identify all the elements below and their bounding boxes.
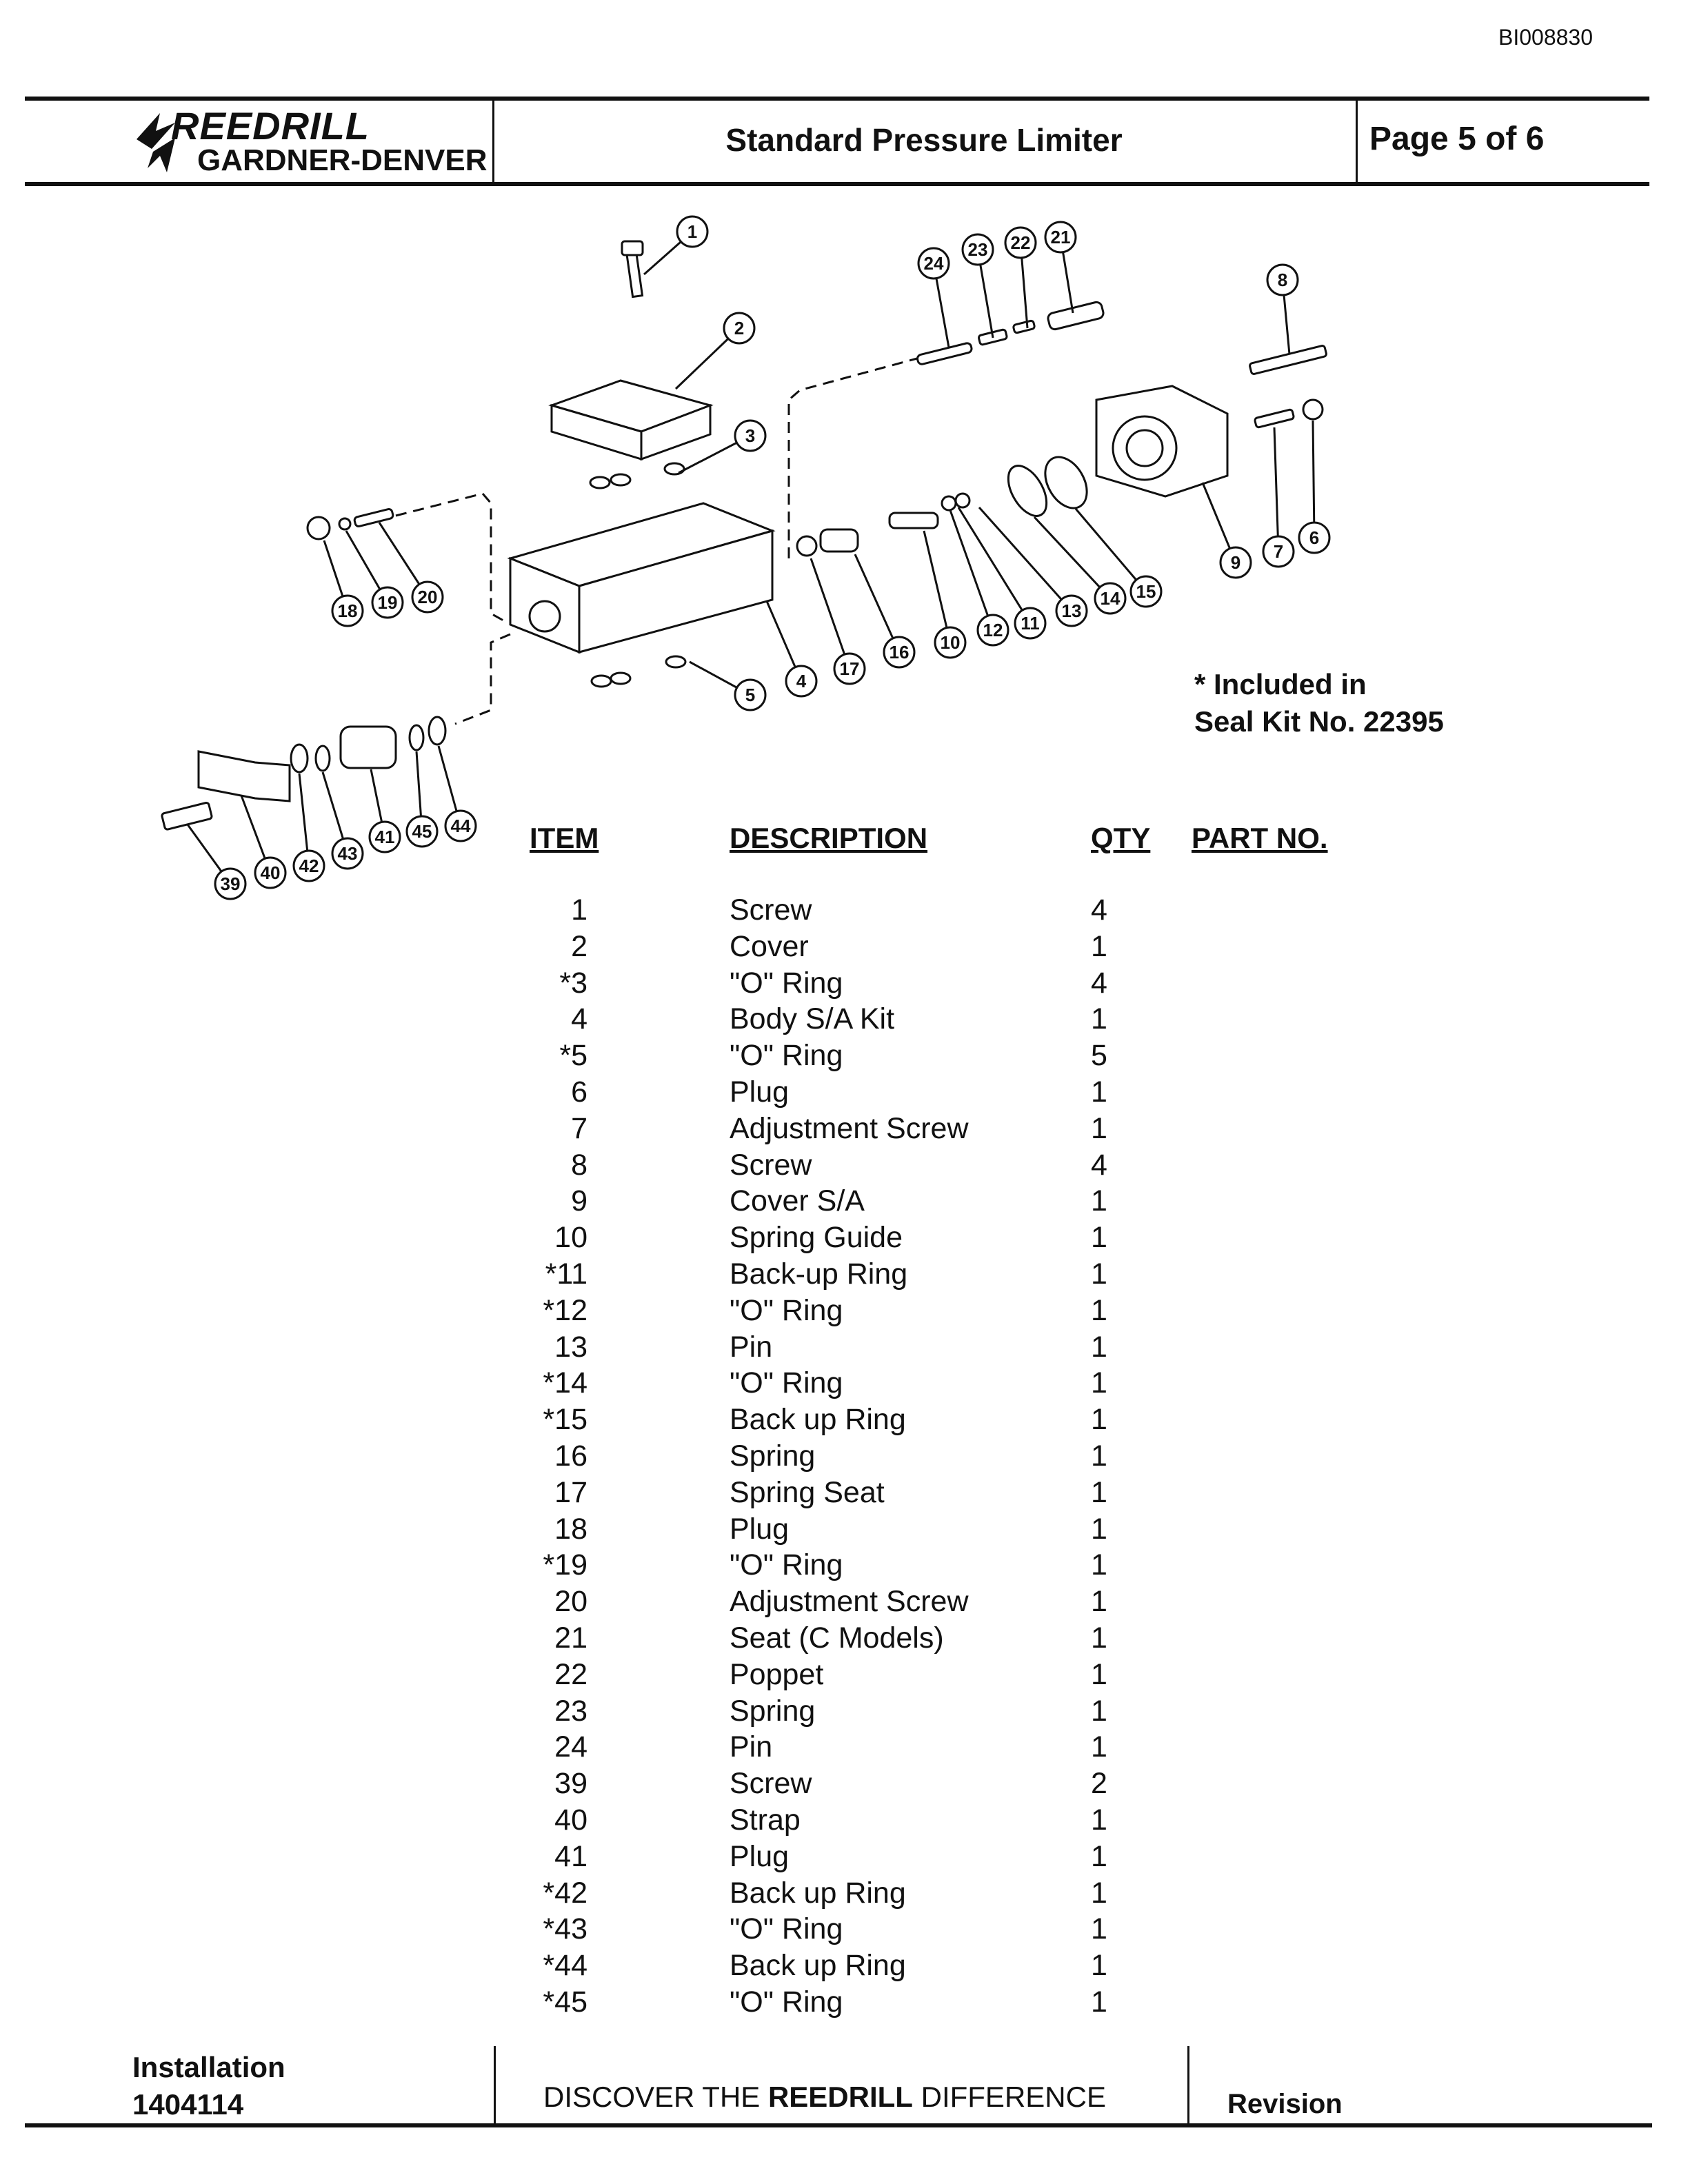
footer-bottom-rule xyxy=(25,2123,1652,2127)
table-row xyxy=(0,1840,1688,1877)
table-row xyxy=(0,1730,1688,1767)
callout-43 xyxy=(332,838,363,869)
callout-label: 16 xyxy=(889,642,910,663)
item-cell: 10 xyxy=(554,1221,587,1255)
callout-label: 42 xyxy=(299,856,319,876)
description-cell: Plug xyxy=(730,1839,790,1873)
callout-label: 17 xyxy=(839,658,860,679)
qty-cell: 4 xyxy=(1091,893,1107,927)
description-cell: Screw xyxy=(730,893,812,927)
callout-17 xyxy=(834,654,865,684)
callout-20 xyxy=(412,582,443,612)
item-cell: *5 xyxy=(559,1039,587,1073)
reedrill-logo: REEDRILL xyxy=(171,104,370,148)
callout-13 xyxy=(1056,596,1087,626)
description-cell: Adjustment Screw xyxy=(730,1111,969,1145)
description-cell: Cover xyxy=(730,929,809,963)
item-cell: 6 xyxy=(571,1075,587,1109)
column-header-qty: QTY xyxy=(1091,822,1151,854)
callout-label: 12 xyxy=(983,620,1003,640)
description-cell: "O" Ring xyxy=(730,1366,843,1400)
callout-45 xyxy=(407,816,437,847)
item-cell: 4 xyxy=(571,1002,587,1036)
page-number: Page 5 of 6 xyxy=(1369,121,1545,157)
callout-label: 19 xyxy=(377,592,398,613)
item-cell: *15 xyxy=(543,1403,587,1437)
description-cell: Pin xyxy=(730,1330,773,1364)
item-cell: 16 xyxy=(554,1439,587,1473)
item-cell: 39 xyxy=(554,1767,587,1801)
description-cell: "O" Ring xyxy=(730,1293,843,1327)
table-row xyxy=(0,1184,1688,1221)
qty-cell: 1 xyxy=(1091,1657,1107,1691)
page-title: Standard Pressure Limiter xyxy=(725,122,1123,158)
description-cell: "O" Ring xyxy=(730,966,843,1000)
callout-label: 13 xyxy=(1061,600,1082,621)
qty-cell: 1 xyxy=(1091,1694,1107,1728)
table-row xyxy=(0,1039,1688,1075)
qty-cell: 1 xyxy=(1091,1439,1107,1473)
table-row xyxy=(0,1985,1688,2022)
item-cell: 20 xyxy=(554,1585,587,1619)
callout-16 xyxy=(884,637,914,667)
footer-divider-right xyxy=(1187,2046,1189,2123)
footer-divider-left xyxy=(494,2046,496,2123)
table-row xyxy=(0,1112,1688,1149)
table-row xyxy=(0,967,1688,1003)
item-cell: *44 xyxy=(543,1949,587,1983)
seal-kit-note xyxy=(1194,666,1444,740)
callout-label: 14 xyxy=(1100,588,1121,609)
qty-cell: 1 xyxy=(1091,1403,1107,1437)
callout-7 xyxy=(1263,536,1294,567)
header-divider-left xyxy=(492,99,494,183)
callout-label: 20 xyxy=(417,587,438,607)
callout-11 xyxy=(1015,608,1045,638)
callout-14 xyxy=(1095,583,1125,614)
callout-44 xyxy=(445,811,476,841)
item-cell: 17 xyxy=(554,1475,587,1509)
callout-9 xyxy=(1220,547,1251,578)
column-header-description: DESCRIPTION xyxy=(730,822,928,854)
callout-label: 40 xyxy=(260,862,281,883)
table-row xyxy=(0,1221,1688,1257)
table-row xyxy=(0,1294,1688,1331)
item-cell: 9 xyxy=(571,1184,587,1218)
callout-24 xyxy=(918,248,949,279)
callout-label: 2 xyxy=(734,318,745,338)
slogan-pre: DISCOVER THE xyxy=(543,2081,768,2113)
callout-18 xyxy=(332,596,363,626)
callout-label: 44 xyxy=(450,816,471,836)
callout-3 xyxy=(735,421,765,451)
header-top-rule xyxy=(25,97,1649,101)
qty-cell: 1 xyxy=(1091,1257,1107,1291)
exploded-parts-diagram xyxy=(0,186,1688,931)
qty-cell: 1 xyxy=(1091,1293,1107,1327)
slogan-brand: REEDRILL xyxy=(767,2081,913,2113)
callout-10 xyxy=(935,627,965,658)
callout-label: 22 xyxy=(1010,232,1031,253)
item-cell: 21 xyxy=(554,1621,587,1655)
table-row xyxy=(0,893,1688,930)
document-code: BI008830 xyxy=(1498,25,1593,50)
callout-8 xyxy=(1267,265,1298,295)
qty-cell: 4 xyxy=(1091,966,1107,1000)
item-cell: *45 xyxy=(543,1985,587,2019)
callout-4 xyxy=(786,666,816,696)
item-cell: 41 xyxy=(554,1839,587,1873)
callout-41 xyxy=(370,822,400,852)
callout-19 xyxy=(372,587,403,618)
qty-cell: 1 xyxy=(1091,1803,1107,1837)
table-row xyxy=(0,1621,1688,1658)
callout-label: 23 xyxy=(967,239,988,260)
callout-1 xyxy=(677,216,707,247)
callout-label: 9 xyxy=(1230,552,1241,573)
callout-label: 15 xyxy=(1136,581,1156,602)
installation-block xyxy=(132,2049,285,2123)
description-cell: Plug xyxy=(730,1075,790,1109)
qty-cell: 1 xyxy=(1091,929,1107,963)
table-row xyxy=(0,1257,1688,1294)
description-cell: Strap xyxy=(730,1803,801,1837)
table-row xyxy=(0,1439,1688,1476)
description-cell: "O" Ring xyxy=(730,1912,843,1946)
item-cell: *42 xyxy=(543,1876,587,1910)
footer-slogan xyxy=(543,2081,1106,2114)
description-cell: Plug xyxy=(730,1512,790,1546)
description-cell: Screw xyxy=(730,1767,812,1801)
description-cell: Back-up Ring xyxy=(730,1257,908,1291)
qty-cell: 1 xyxy=(1091,1985,1107,2019)
qty-cell: 1 xyxy=(1091,1366,1107,1400)
item-cell: *12 xyxy=(543,1293,587,1327)
qty-cell: 1 xyxy=(1091,1111,1107,1145)
description-cell: Spring Guide xyxy=(730,1221,903,1255)
callout-label: 45 xyxy=(412,821,432,842)
callout-label: 39 xyxy=(220,873,241,894)
table-row xyxy=(0,1366,1688,1403)
callout-label: 43 xyxy=(337,843,358,864)
qty-cell: 1 xyxy=(1091,1912,1107,1946)
installation-number: 1404114 xyxy=(132,2088,244,2121)
table-row xyxy=(0,1476,1688,1513)
item-cell: *19 xyxy=(543,1548,587,1582)
table-row xyxy=(0,1149,1688,1185)
qty-cell: 1 xyxy=(1091,1512,1107,1546)
callout-label: 7 xyxy=(1273,541,1284,562)
callout-label: 11 xyxy=(1021,613,1040,634)
callout-23 xyxy=(963,234,993,265)
callout-label: 6 xyxy=(1309,527,1320,548)
table-row xyxy=(0,1331,1688,1367)
callout-label: 4 xyxy=(796,671,807,691)
item-cell: *14 xyxy=(543,1366,587,1400)
description-cell: Poppet xyxy=(730,1657,824,1691)
description-cell: Body S/A Kit xyxy=(730,1002,895,1036)
callout-label: 3 xyxy=(745,425,756,446)
installation-label: Installation xyxy=(132,2051,285,2083)
table-row xyxy=(0,1695,1688,1731)
seal-kit-note-line2: Seal Kit No. 22395 xyxy=(1194,705,1444,738)
qty-cell: 1 xyxy=(1091,1585,1107,1619)
item-cell: 22 xyxy=(554,1657,587,1691)
callout-label: 10 xyxy=(940,632,961,653)
callout-5 xyxy=(735,680,765,710)
callout-40 xyxy=(255,858,285,888)
qty-cell: 1 xyxy=(1091,1548,1107,1582)
description-cell: "O" Ring xyxy=(730,1039,843,1073)
description-cell: Back up Ring xyxy=(730,1949,906,1983)
item-cell: 8 xyxy=(571,1148,587,1182)
qty-cell: 1 xyxy=(1091,1075,1107,1109)
table-row xyxy=(0,1548,1688,1585)
qty-cell: 1 xyxy=(1091,1730,1107,1764)
slogan-post: DIFFERENCE xyxy=(912,2081,1106,2113)
qty-cell: 1 xyxy=(1091,1475,1107,1509)
callout-label: 24 xyxy=(923,253,944,274)
description-cell: Spring xyxy=(730,1439,816,1473)
callout-label: 41 xyxy=(374,827,395,847)
item-cell: 13 xyxy=(554,1330,587,1364)
table-row xyxy=(0,1585,1688,1621)
table-row xyxy=(0,1658,1688,1695)
item-cell: *43 xyxy=(543,1912,587,1946)
column-header-part-no: PART NO. xyxy=(1192,822,1328,854)
qty-cell: 1 xyxy=(1091,1002,1107,1036)
description-cell: Spring xyxy=(730,1694,816,1728)
table-row xyxy=(0,1803,1688,1840)
qty-cell: 1 xyxy=(1091,1184,1107,1218)
item-cell: 1 xyxy=(571,893,587,927)
qty-cell: 5 xyxy=(1091,1039,1107,1073)
gardner-denver-logo: GARDNER-DENVER xyxy=(197,143,488,177)
callout-21 xyxy=(1045,222,1076,252)
table-row xyxy=(0,1075,1688,1112)
table-row xyxy=(0,1403,1688,1439)
item-cell: *11 xyxy=(545,1257,587,1291)
item-cell: 7 xyxy=(571,1111,587,1145)
callout-2 xyxy=(724,313,754,343)
table-row xyxy=(0,1513,1688,1549)
qty-cell: 1 xyxy=(1091,1949,1107,1983)
qty-cell: 4 xyxy=(1091,1148,1107,1182)
description-cell: "O" Ring xyxy=(730,1985,843,2019)
description-cell: Spring Seat xyxy=(730,1475,885,1509)
callout-15 xyxy=(1131,576,1161,607)
table-row xyxy=(0,930,1688,967)
qty-cell: 2 xyxy=(1091,1767,1107,1801)
description-cell: Screw xyxy=(730,1148,812,1182)
header-divider-right xyxy=(1356,99,1358,183)
table-row xyxy=(0,1767,1688,1803)
table-row xyxy=(0,1002,1688,1039)
qty-cell: 1 xyxy=(1091,1330,1107,1364)
callout-6 xyxy=(1299,523,1329,553)
callout-label: 1 xyxy=(687,221,698,242)
table-row xyxy=(0,1912,1688,1949)
qty-cell: 1 xyxy=(1091,1839,1107,1873)
item-cell: 2 xyxy=(571,929,587,963)
description-cell: Adjustment Screw xyxy=(730,1585,969,1619)
callout-label: 18 xyxy=(337,600,358,621)
column-header-item: ITEM xyxy=(530,822,599,854)
description-cell: "O" Ring xyxy=(730,1548,843,1582)
description-cell: Back up Ring xyxy=(730,1876,906,1910)
item-cell: 40 xyxy=(554,1803,587,1837)
description-cell: Cover S/A xyxy=(730,1184,865,1218)
qty-cell: 1 xyxy=(1091,1876,1107,1910)
table-row xyxy=(0,1949,1688,1985)
table-row xyxy=(0,1877,1688,1913)
callout-label: 8 xyxy=(1277,270,1288,290)
description-cell: Back up Ring xyxy=(730,1403,906,1437)
qty-cell: 1 xyxy=(1091,1221,1107,1255)
description-cell: Pin xyxy=(730,1730,773,1764)
callout-22 xyxy=(1005,228,1036,258)
item-cell: 18 xyxy=(554,1512,587,1546)
callout-label: 5 xyxy=(745,685,756,705)
callout-42 xyxy=(294,851,324,881)
revision-label: Revision xyxy=(1227,2089,1343,2119)
callout-label: 21 xyxy=(1050,227,1071,247)
item-cell: 24 xyxy=(554,1730,587,1764)
seal-kit-note-line1: * Included in xyxy=(1194,668,1367,700)
item-cell: *3 xyxy=(559,966,587,1000)
description-cell: Seat (C Models) xyxy=(730,1621,944,1655)
qty-cell: 1 xyxy=(1091,1621,1107,1655)
item-cell: 23 xyxy=(554,1694,587,1728)
callout-12 xyxy=(978,615,1008,645)
